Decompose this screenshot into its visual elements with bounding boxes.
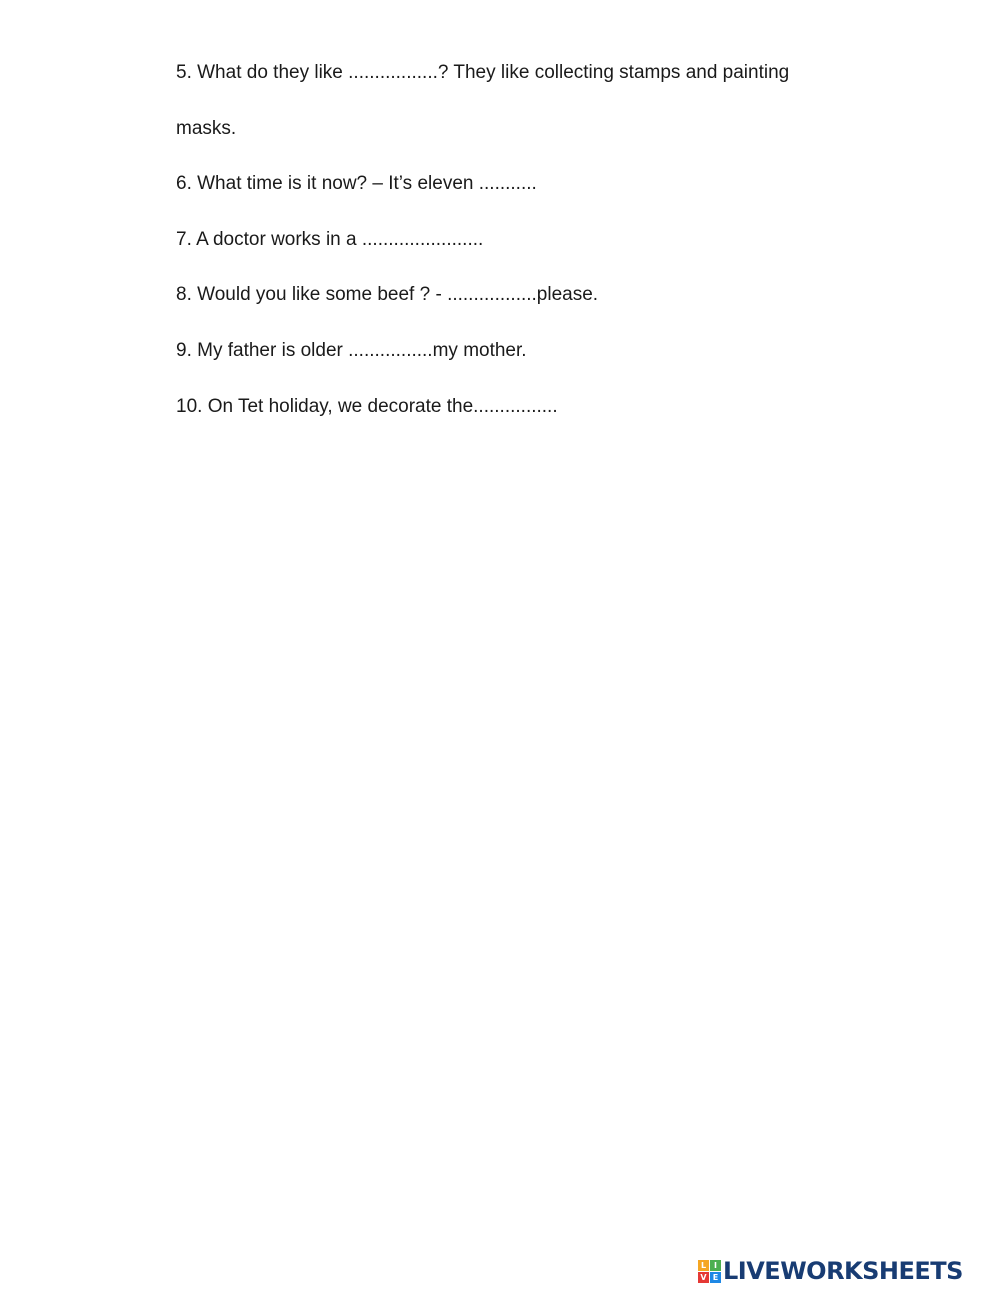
brand-name: LIVEWORKSHEETS <box>723 1257 963 1285</box>
question-9: 9. My father is older ................my mother. <box>176 340 527 361</box>
question-5-line-2: masks. <box>176 118 237 139</box>
question-8: 8. Would you like some beef ? - .................please. <box>176 284 599 305</box>
logo-letter-i: I <box>710 1260 721 1271</box>
logo-letter-v: V <box>698 1272 709 1283</box>
liveworksheets-logo <box>698 1258 963 1284</box>
logo-letter-l: L <box>698 1260 709 1271</box>
question-7: 7. A doctor works in a ....................... <box>176 229 484 250</box>
live-logo-icon <box>698 1260 721 1283</box>
question-5-line-1: 5. What do they like .................? They like collecting stamps and painting <box>176 62 790 83</box>
question-10: 10. On Tet holiday, we decorate the................ <box>176 396 558 417</box>
question-6: 6. What time is it now? – It’s eleven ........... <box>176 173 537 194</box>
logo-letter-e: E <box>710 1272 721 1283</box>
